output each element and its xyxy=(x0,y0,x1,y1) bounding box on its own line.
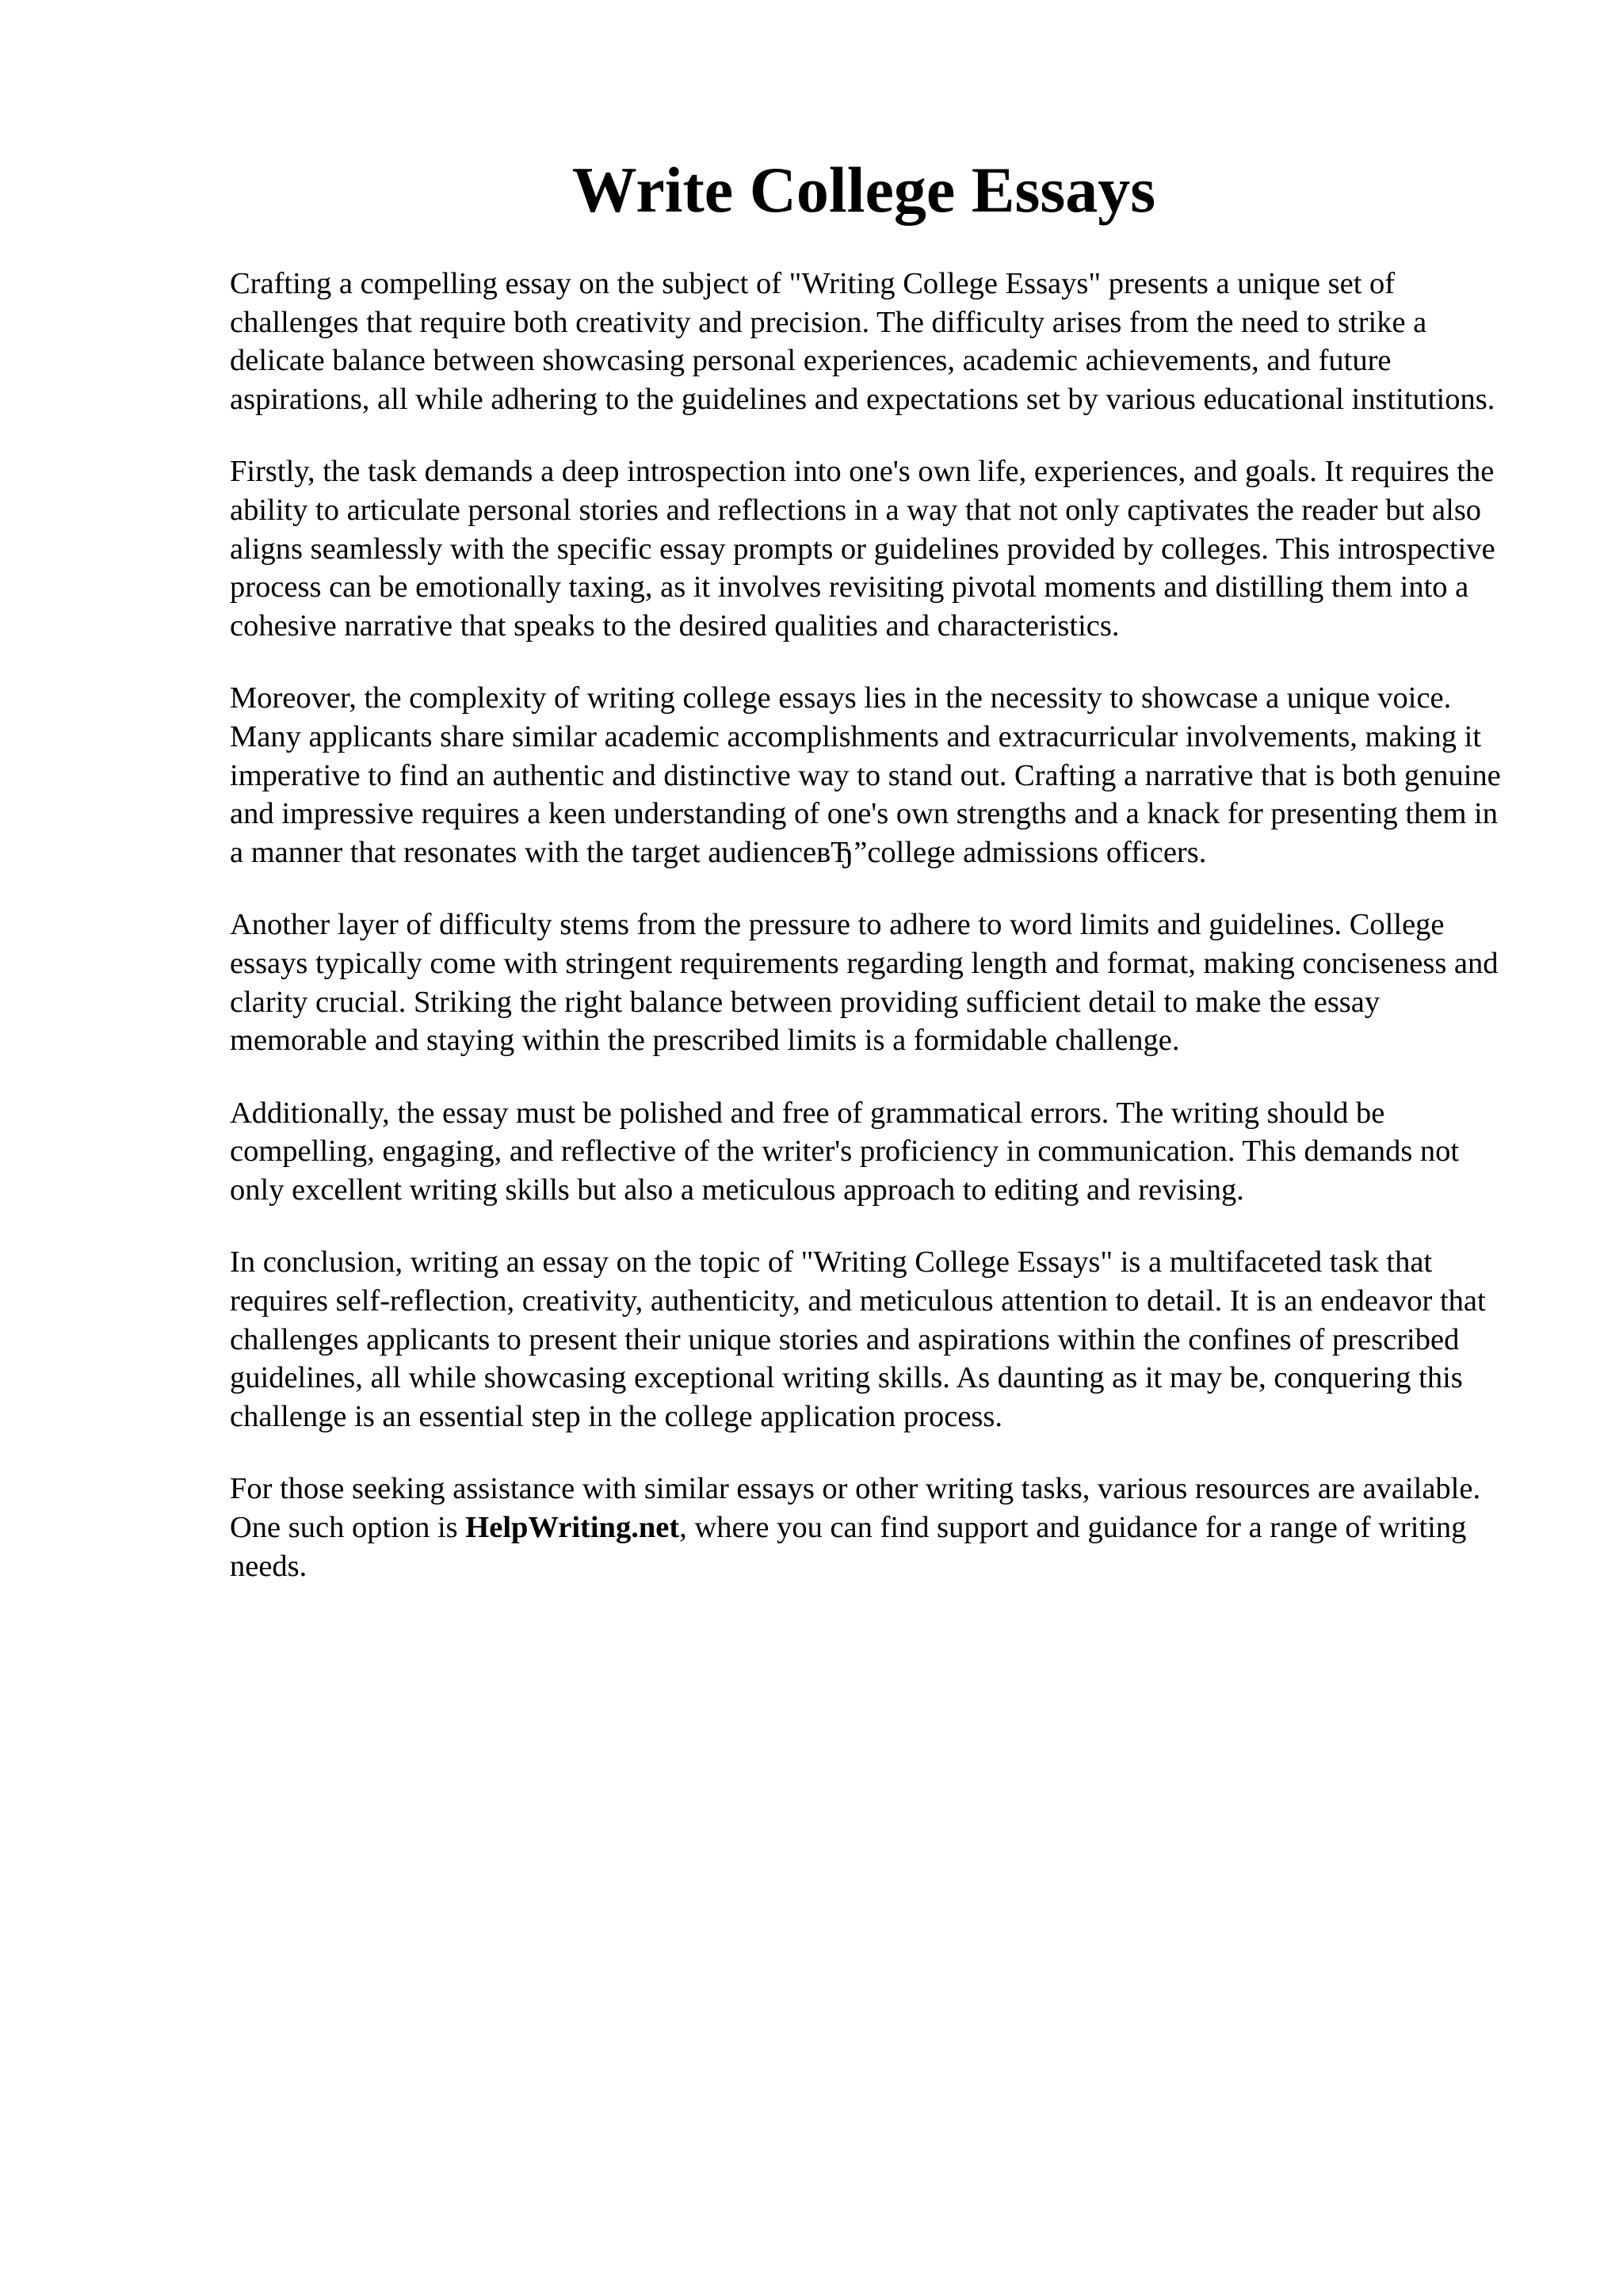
paragraph-word-limits: Another layer of difficulty stems from the pressure to adhere to word limits and guidelines. College essays typically come with stringent requirements regarding length and format, making conciseness and clarity crucial. Striking the right balance between providing sufficient detail to make the essay memorable and staying within the prescribed limits is a formidable challenge. xyxy=(230,908,1499,1058)
resources-text-after: , where you can find support and guidance for a range of writing needs. xyxy=(230,1511,1467,1583)
paragraph-introspection: Firstly, the task demands a deep introspection into one's own life, experiences, and goals. It requires the ability to articulate personal stories and reflections in a way that not only captivates the reader but also aligns seamlessly with the specific essay prompts or guidelines provided by colleges. This introspective process can be emotionally taxing, as it involves revisiting pivotal moments and distilling them into a cohesive narrative that speaks to the desired qualities and characteristics. xyxy=(230,455,1495,643)
paragraph-unique-voice: Moreover, the complexity of writing college essays lies in the necessity to showcase a unique voice. Many applicants share similar academic accomplishments and extracurricular involvements, making it imperative to find an authentic and distinctive way to stand out. Crafting a narrative that is both genuine and impressive requires a keen understanding of one's own strengths and a knack for presenting them in a manner that resonates with the target audienceвЂ”college admissions officers. xyxy=(230,681,1501,869)
paragraph-conclusion: In conclusion, writing an essay on the topic of "Writing College Essays" is a multifaceted task that requires self-reflection, creativity, authenticity, and meticulous attention to detail. It is an endeavor that challenges applicants to present their unique stories and aspirations within the confines of prescribed guidelines, all while showcasing exceptional writing skills. As daunting as it may be, conquering this challenge is an essential step in the college application process. xyxy=(230,1245,1486,1433)
resources-text-before: For those seeking assistance with similar essays or other writing tasks, various resources are available. One such option is xyxy=(230,1472,1481,1545)
helpwriting-link[interactable]: HelpWriting.net xyxy=(465,1511,680,1545)
page-title: Write College Essays xyxy=(571,154,1156,226)
paragraph-intro: Crafting a compelling essay on the subject of "Writing College Essays" presents a unique set of challenges that require both creativity and precision. The difficulty arises from the need to strike a delicate balance between showcasing personal experiences, academic achievements, and future aspirations, all while adhering to the guidelines and expectations set by various educational institutions. xyxy=(230,267,1495,416)
paragraph-resources xyxy=(230,1470,1518,1585)
paragraph-polish: Additionally, the essay must be polished and free of grammatical errors. The writing should be compelling, engaging, and reflective of the writer's proficiency in communication. This demands not only excellent writing skills but also a meticulous approach to editing and revising. xyxy=(230,1096,1460,1207)
essay-body xyxy=(230,265,1518,1619)
